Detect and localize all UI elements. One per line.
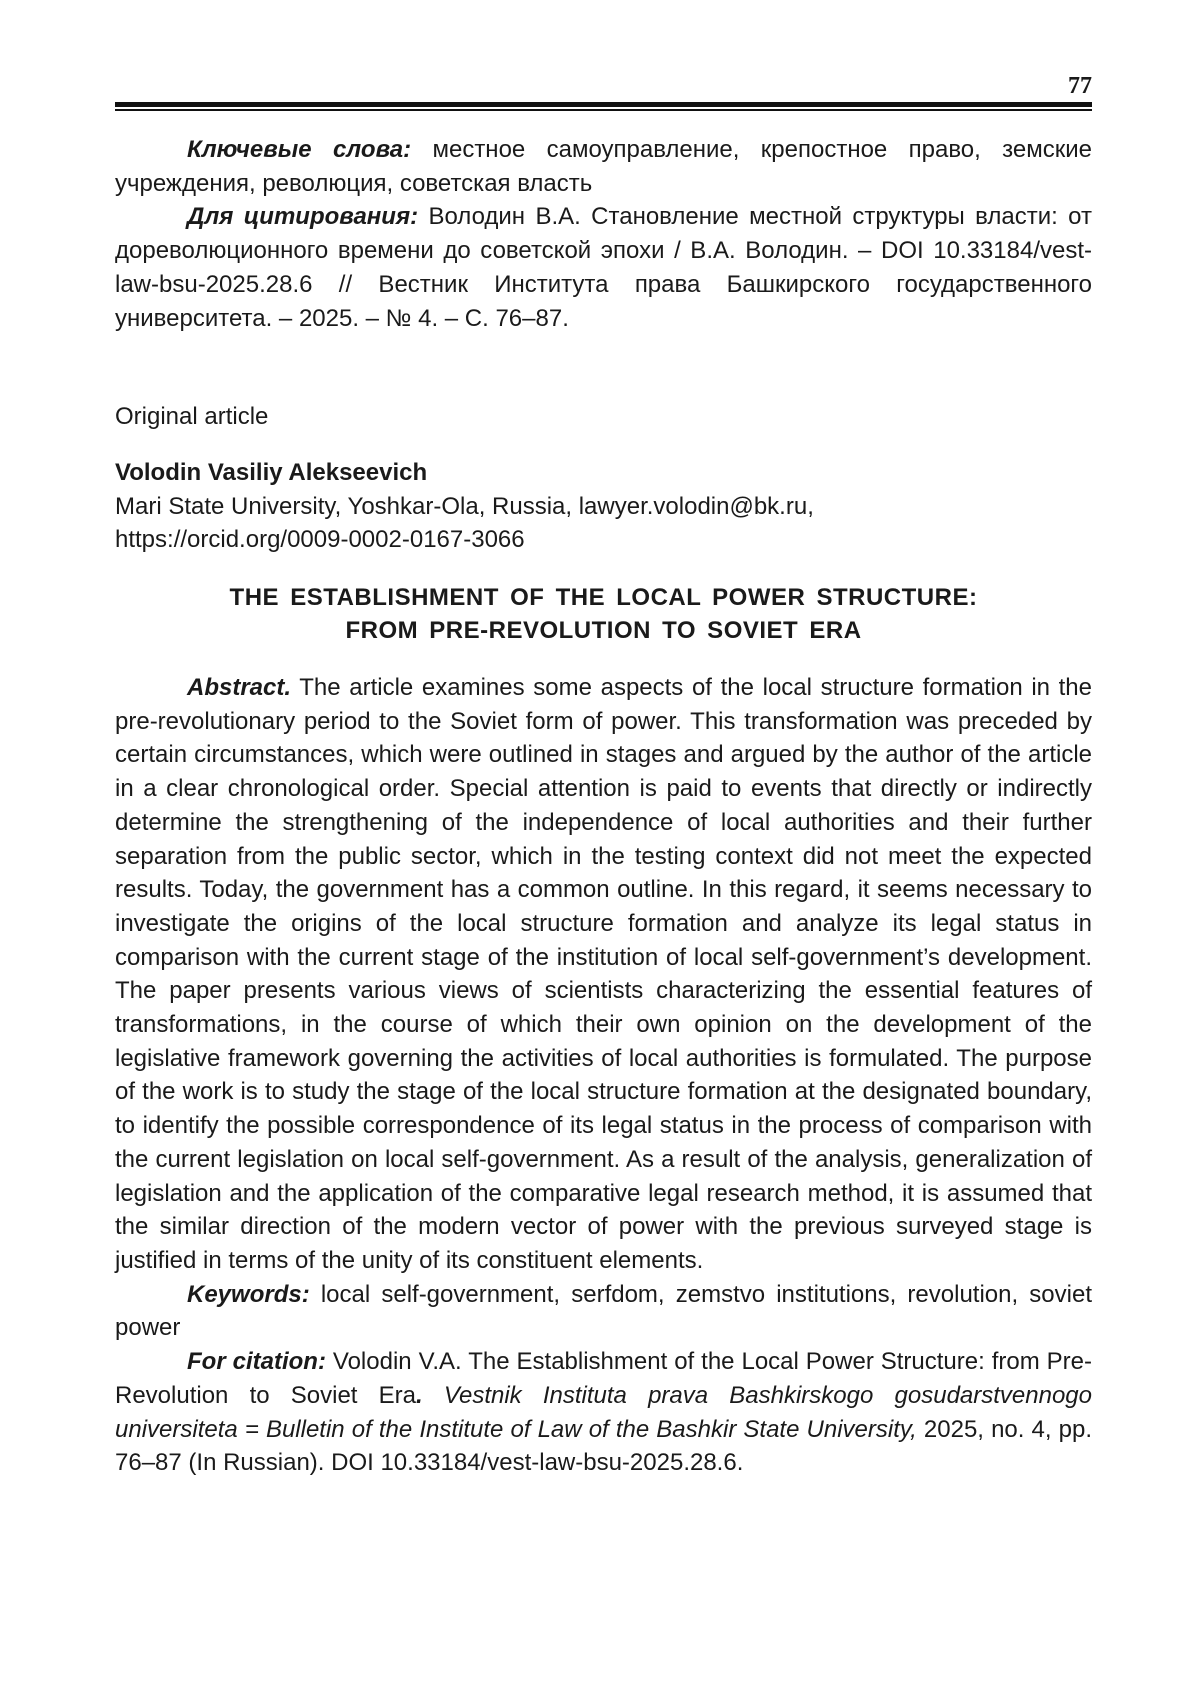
keywords-paragraph	[115, 1278, 1092, 1345]
citation-journal: Vestnik Instituta prava Bashkirskogo gosudarstvennogo universiteta = Bulletin of the Institute of Law of the Bashkir State University,	[115, 1381, 1093, 1443]
russian-citation-label: Для цитирования:	[187, 203, 419, 231]
header-rule	[115, 102, 1092, 112]
citation-paragraph	[115, 1345, 1092, 1480]
author-orcid: https://orcid.org/0009-0002-0167-3066	[115, 526, 525, 554]
spacer	[115, 335, 1092, 400]
page-content	[115, 133, 1092, 1480]
spacer	[115, 434, 1092, 456]
abstract-text: The article examines some aspects of the local structure formation in the pre-revolutionary period to the Soviet form of power. This transformation was preceded by certain circumstances, which were outlined in stages and argued by the author of the article in a clear chronological order. Special attention is paid to events that directly or indirectly determine the strengthening of the independence of local authorities and their further separation from the public sector, which in the testing context did not meet the expected results. Today, the government has a common outline. In this regard, it seems necessary to investigate the origins of the local structure formation and analyze its legal status in comparison with the current stage of the institution of local self-government’s development. The paper presents various views of scientists characterizing the essential features of transformations, in the course of which their own opinion on the development of the legislative framework governing the activities of local authorities is formulated. The purpose of the work is to study the stage of the local structure formation at the designated boundary, to identify the possible correspondence of its legal status in the process of comparison with the current legislation on local self-government. As a result of the analysis, generalization of legislation and the application of the comparative legal research method, it is assumed that the similar direction of the modern vector of power with the previous surveyed stage is justified in terms of the unity of its constituent elements.	[115, 674, 1093, 1274]
header-rule-thin	[115, 109, 1092, 111]
citation-dot: .	[416, 1381, 423, 1409]
article-type: Original article	[115, 403, 269, 431]
abstract-paragraph	[115, 671, 1092, 1278]
russian-keywords-text: местное самоуправление, крепостное право, земские учреждения, революция, советская власть	[115, 136, 1093, 197]
header-rule-thick	[115, 102, 1092, 107]
author-name: Volodin Vasiliy Alekseevich	[115, 458, 428, 486]
citation-text-start: Volodin V.A. The Establishment of the Local Power Structure: from Pre-Revolution to Soviet Era	[115, 1348, 1093, 1409]
author-affiliation: Mari State University, Yoshkar-Ola, Russia, lawyer.volodin@bk.ru,	[115, 492, 814, 520]
keywords-label: Keywords:	[187, 1280, 310, 1308]
russian-citation-text: Володин В.А. Становление местной структуры власти: от дореволюционного времени до советской эпохи / В.А. Володин. – DOI 10.33184/vest-law-bsu-2025.28.6 // Вестник Института права Башкирского государственного университета. – 2025. – № 4. – С. 76–87.	[115, 203, 1092, 332]
citation-label: For citation:	[187, 1348, 326, 1376]
russian-keywords-label: Ключевые слова:	[187, 136, 412, 163]
russian-keywords-paragraph	[115, 133, 1092, 200]
spacer	[115, 647, 1092, 671]
citation-text-end: 2025, no. 4, pp. 76–87 (In Russian). DOI 10.33184/vest-law-bsu-2025.28.6.	[115, 1415, 1092, 1477]
page-number: 77	[1068, 73, 1092, 99]
abstract-label: Abstract.	[187, 674, 292, 702]
russian-citation-paragraph	[115, 200, 1092, 335]
article-title-line-1: THE ESTABLISHMENT OF THE LOCAL POWER STRUCTURE:	[229, 584, 978, 612]
article-title-line-2: FROM PRE-REVOLUTION TO SOVIET ERA	[345, 617, 862, 645]
keywords-text: local self-government, serfdom, zemstvo institutions, revolution, soviet power	[115, 1280, 1092, 1342]
spacer	[115, 557, 1092, 581]
